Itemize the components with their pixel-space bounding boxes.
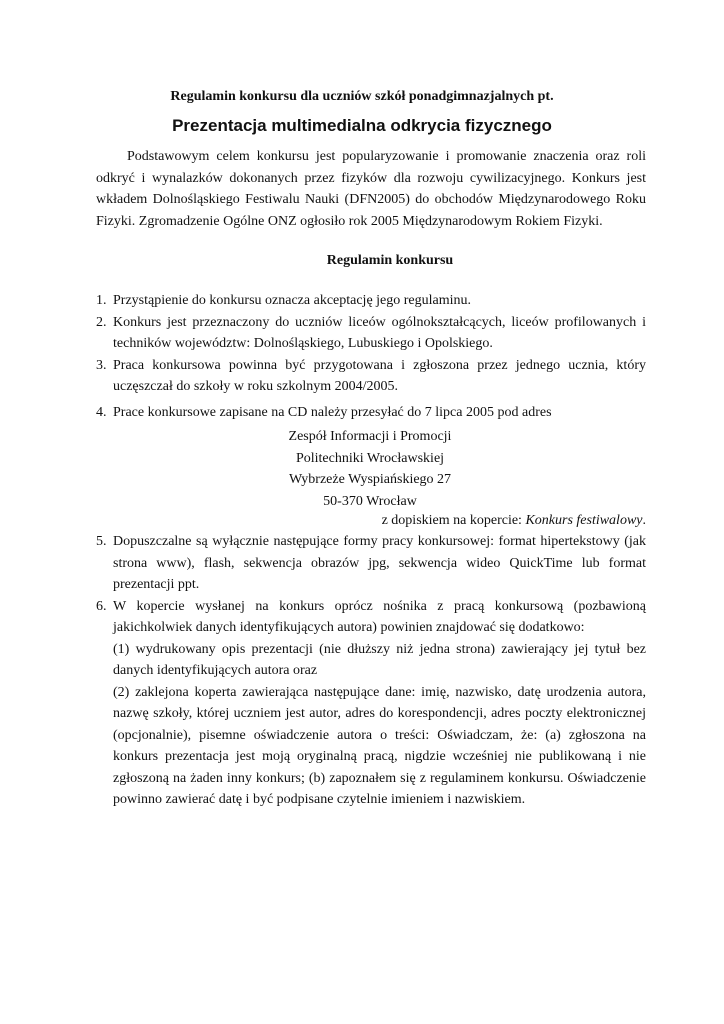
address-line: Zespół Informacji i Promocji [288,429,452,444]
rule-item [96,312,646,355]
rule-text: Praca konkursowa powinna być przygotowana i zgłoszona przez jednego ucznia, który uczęszczał do szkoły w roku szkolnym 2004/2005. [113,357,646,394]
rule-text: Prace konkursowe zapisane na CD należy przesyłać do 7 lipca 2005 pod adres [113,405,552,420]
rule6-item-2: (2) zaklejona koperta zawierająca następujące dane: imię, nazwisko, datę urodzenia autora, nazwę szkoły, której uczniem jest autor, adres do korespondencji, adres poczty elektronicznej (opcjonalnie), pisemne oświadczenie autora o treści: Oświadczam, że: (a) zgłoszona na konkurs prezentacja jest moją oryginalną pracą, nigdzie wcześniej nie publikowaną i nie zgłoszoną na żaden inny konkurs; (b) zapoznałem się z regulaminem konkursu. Oświadczenie powinno zawierać datę i być podpisane czytelnie imieniem i nazwiskiem. [113,684,646,807]
rule-text: Dopuszczalne są wyłącznie następujące formy pracy konkursowej: format hipertekstowy (jak strona www), flash, sekwencja obrazów jpg, sekwencja wideo QuickTime lub format prezentacji ppt. [113,534,646,592]
address-line: Wybrzeże Wyspiańskiego 27 [288,472,452,487]
rule-text: Konkurs jest przeznaczony do uczniów liceów ogólnokształcących, liceów profilowanych i techników województw: Dolnośląskiego, Lubuskiego i Opolskiego. [113,314,646,351]
rule-number: 3. [96,357,107,373]
rule-text: Przystąpienie do konkursu oznacza akceptację jego regulaminu. [113,293,472,308]
envelope-note-suffix: . [642,513,646,528]
envelope-note-label: Konkurs festiwalowy [525,513,643,528]
rule-number: 2. [96,314,107,330]
rule-item [96,290,646,312]
rule-item [96,531,646,596]
rule-text: W kopercie wysłanej na konkurs oprócz nośnika z pracą konkursową (pozbawioną jakichkolwiek danych identyfikujących autora) powinien znajdować się dodatkowo: [113,598,646,635]
rules-list-continued [96,402,646,424]
rule-number: 5. [96,534,107,549]
rule-item [96,355,646,398]
envelope-note-prefix: z dopiskiem na kopercie: [381,513,526,528]
address-line: 50-370 Wrocław [323,493,417,509]
document-title: Regulamin konkursu dla uczniów szkół ponadgimnazjalnych pt. [170,89,554,104]
rule-number: 6. [96,598,107,614]
rule-item [96,596,646,811]
rules-list-final [96,531,646,811]
mailing-address [0,426,724,512]
rule-item [96,402,646,424]
address-line: Politechniki Wrocławskiej [295,450,445,466]
envelope-note [96,510,646,532]
intro-paragraph: Podstawowym celem konkursu jest popularyzowanie i promowanie znaczenia oraz roli odkryć i wynalazków dokonanych przez fizyków dla rozwoju cywilizacyjnego. Konkurs jest wkładem Dolnośląskiego Festiwalu Nauki (DFN2005) do obchodów Międzynarodowego Roku Fizyki. Zgromadzenie Ogólne ONZ ogłosiło rok 2005 Międzynarodowym Rokiem Fizyki. [96,149,646,229]
document-subtitle: Prezentacja multimedialna odkrycia fizycznego [172,116,552,135]
rules-list [96,290,646,398]
rule-number: 4. [96,405,107,420]
rules-heading: Regulamin konkursu [326,253,454,268]
rule6-item-1: (1) wydrukowany opis prezentacji (nie dłuższy niż jedna strona) zawierający jej tytuł bez danych identyfikujących autora oraz [113,641,646,678]
rule-number: 1. [96,293,107,308]
